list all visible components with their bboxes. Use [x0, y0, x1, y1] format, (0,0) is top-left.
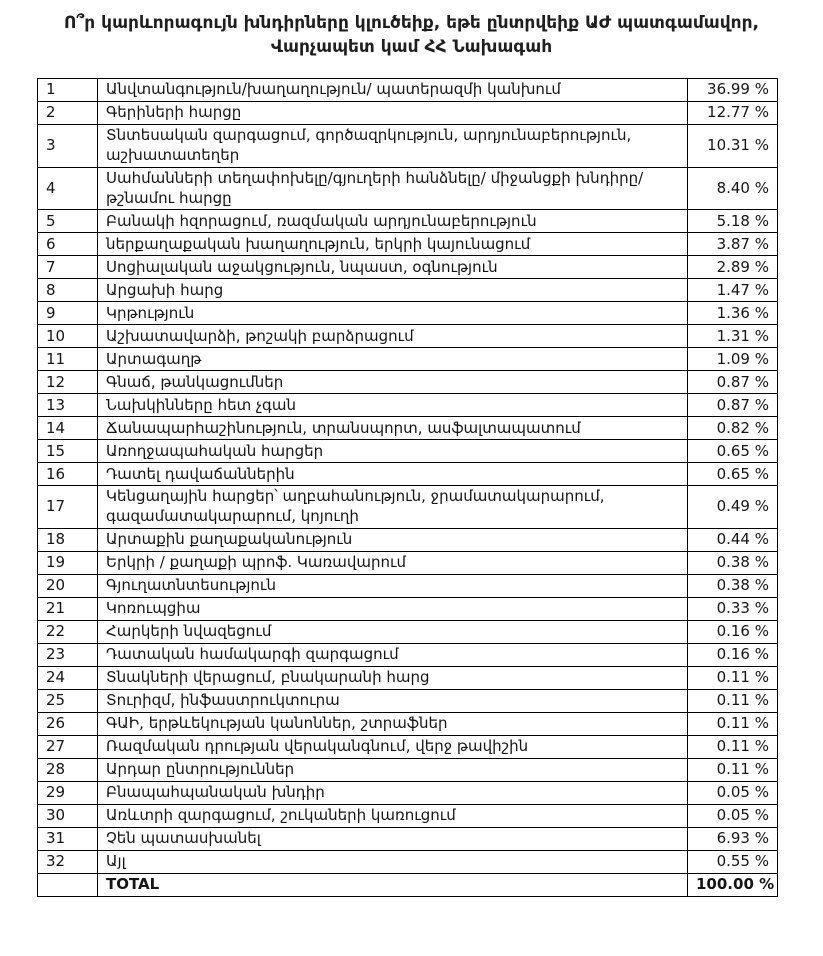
row-number: 11 — [38, 348, 98, 371]
issue-label: Արցախի հարց — [98, 279, 688, 302]
table-row — [38, 736, 778, 759]
table-row — [38, 302, 778, 325]
total-label: TOTAL — [98, 874, 688, 897]
table-row — [38, 125, 778, 168]
table-row — [38, 79, 778, 102]
table-row — [38, 713, 778, 736]
table-row — [38, 102, 778, 125]
issue-percent: 0.05 % — [688, 805, 778, 828]
row-number: 19 — [38, 552, 98, 575]
issue-label: Սահմանների տեղափոխելը/գյուղերի հանձնելը/ միջանցքի խնդիրը/թշնամու հարցը — [98, 167, 688, 210]
table-row — [38, 348, 778, 371]
issue-label: Ճանապարհաշինություն, տրանսպորտ, ասֆալտապատում — [98, 417, 688, 440]
page-title-line-2: Վարչապետ կամ ՀՀ Նախագահ — [270, 37, 553, 58]
issue-percent: 1.09 % — [688, 348, 778, 371]
issue-percent: 36.99 % — [688, 79, 778, 102]
issue-percent: 0.11 % — [688, 759, 778, 782]
row-number: 24 — [38, 667, 98, 690]
table-row — [38, 167, 778, 210]
issue-percent: 10.31 % — [688, 125, 778, 168]
issue-percent: 0.49 % — [688, 486, 778, 529]
issue-label: ԳԱԻ, երթևեկության կանոններ, շտրաֆներ — [98, 713, 688, 736]
table-row — [38, 417, 778, 440]
row-number: 16 — [38, 463, 98, 486]
issue-label: Դատել դավաճաններին — [98, 463, 688, 486]
issue-label: Բնապահպանական խնդիր — [98, 782, 688, 805]
issue-label: Չեն պատասխանել — [98, 828, 688, 851]
table-row — [38, 394, 778, 417]
issue-label: Անվտանգություն/խաղաղություն/ պատերազմի կանխում — [98, 79, 688, 102]
table-row — [38, 552, 778, 575]
issue-percent: 2.89 % — [688, 256, 778, 279]
table-row — [38, 759, 778, 782]
row-number: 28 — [38, 759, 98, 782]
issue-label: Այլ — [98, 851, 688, 874]
table-row — [38, 598, 778, 621]
row-number: 25 — [38, 690, 98, 713]
issue-label: Երկրի / քաղաքի պրոֆ. Կառավարում — [98, 552, 688, 575]
row-number: 21 — [38, 598, 98, 621]
issue-label: Առողջապահական հարցեր — [98, 440, 688, 463]
row-number: 1 — [38, 79, 98, 102]
issue-label: Տուրիզմ, ինֆաստրուկտուրա — [98, 690, 688, 713]
row-number: 30 — [38, 805, 98, 828]
issue-label: Արտաքին քաղաքականություն — [98, 529, 688, 552]
row-number: 27 — [38, 736, 98, 759]
issue-percent: 0.33 % — [688, 598, 778, 621]
issue-percent: 0.65 % — [688, 463, 778, 486]
row-number: 6 — [38, 233, 98, 256]
table-row — [38, 828, 778, 851]
issue-percent: 12.77 % — [688, 102, 778, 125]
issue-label: Գերիների հարցը — [98, 102, 688, 125]
table-row — [38, 782, 778, 805]
row-number: 13 — [38, 394, 98, 417]
total-row — [38, 874, 778, 897]
issue-percent: 5.18 % — [688, 210, 778, 233]
row-number: 23 — [38, 644, 98, 667]
table-row — [38, 851, 778, 874]
row-number: 4 — [38, 167, 98, 210]
row-number: 26 — [38, 713, 98, 736]
issue-percent: 0.16 % — [688, 644, 778, 667]
table-row — [38, 210, 778, 233]
row-number: 15 — [38, 440, 98, 463]
row-number: 17 — [38, 486, 98, 529]
issue-percent: 0.87 % — [688, 394, 778, 417]
issue-percent: 1.31 % — [688, 325, 778, 348]
table-row — [38, 279, 778, 302]
total-empty-cell — [38, 874, 98, 897]
issue-label: Կենցաղային հարցեր՝ աղբահանություն, ջրամատակարարում, գազամատակարարում, կոյուղի — [98, 486, 688, 529]
issue-percent: 0.38 % — [688, 575, 778, 598]
issue-label: Գնաճ, թանկացումներ — [98, 371, 688, 394]
issue-percent: 1.36 % — [688, 302, 778, 325]
row-number: 7 — [38, 256, 98, 279]
document-page — [0, 11, 823, 897]
issue-percent: 0.82 % — [688, 417, 778, 440]
issue-label: ներքաղաքական խաղաղություն, երկրի կայունացում — [98, 233, 688, 256]
issue-label: Դատական համակարգի զարգացում — [98, 644, 688, 667]
total-percent: 100.00 % — [688, 874, 778, 897]
issue-label: Առևտրի զարգացում, շուկաների կառուցում — [98, 805, 688, 828]
row-number: 8 — [38, 279, 98, 302]
issue-label: Գյուղատնտեսություն — [98, 575, 688, 598]
table-row — [38, 440, 778, 463]
issue-percent: 0.38 % — [688, 552, 778, 575]
issue-label: Արդար ընտրություններ — [98, 759, 688, 782]
table-row — [38, 621, 778, 644]
issue-percent: 0.87 % — [688, 371, 778, 394]
table-row — [38, 486, 778, 529]
table-row — [38, 371, 778, 394]
row-number: 29 — [38, 782, 98, 805]
issue-percent: 0.11 % — [688, 736, 778, 759]
issue-percent: 1.47 % — [688, 279, 778, 302]
issue-percent: 0.11 % — [688, 667, 778, 690]
table-row — [38, 805, 778, 828]
row-number: 10 — [38, 325, 98, 348]
row-number: 31 — [38, 828, 98, 851]
issues-table — [37, 78, 778, 897]
table-row — [38, 690, 778, 713]
issue-percent: 0.11 % — [688, 713, 778, 736]
table-row — [38, 529, 778, 552]
issue-label: Արտագաղթ — [98, 348, 688, 371]
row-number: 22 — [38, 621, 98, 644]
issue-label: Բանակի հզորացում, ռազմական արդյունաբերություն — [98, 210, 688, 233]
issue-percent: 0.11 % — [688, 690, 778, 713]
table-row — [38, 233, 778, 256]
issue-label: Տնտեսական զարգացում, գործազրկություն, արդյունաբերություն, աշխատատեղեր — [98, 125, 688, 168]
row-number: 5 — [38, 210, 98, 233]
issue-label: Նախկինները հետ չգան — [98, 394, 688, 417]
page-title-line-1: Ո՞ր կարևորագույն խնդիրները կլուծեիք, եթե ընտրվեիք ԱԺ պատգամավոր, — [64, 13, 759, 33]
table-row — [38, 463, 778, 486]
table-row — [38, 667, 778, 690]
issue-label: Ռազմական դրության վերականգնում, վերջ թավիշին — [98, 736, 688, 759]
row-number: 12 — [38, 371, 98, 394]
issue-percent: 0.55 % — [688, 851, 778, 874]
row-number: 14 — [38, 417, 98, 440]
issue-label: Կոռուպցիա — [98, 598, 688, 621]
issue-label: Կրթություն — [98, 302, 688, 325]
row-number: 32 — [38, 851, 98, 874]
issue-percent: 3.87 % — [688, 233, 778, 256]
issue-percent: 6.93 % — [688, 828, 778, 851]
row-number: 20 — [38, 575, 98, 598]
issue-label: Սոցիալական աջակցություն, նպաստ, օգնություն — [98, 256, 688, 279]
issue-label: Հարկերի նվազեցում — [98, 621, 688, 644]
issue-percent: 0.65 % — [688, 440, 778, 463]
table-row — [38, 644, 778, 667]
issue-percent: 0.05 % — [688, 782, 778, 805]
issue-percent: 8.40 % — [688, 167, 778, 210]
page-title — [0, 11, 823, 59]
issue-percent: 0.16 % — [688, 621, 778, 644]
row-number: 9 — [38, 302, 98, 325]
issue-label: Տնակների վերացում, բնակարանի հարց — [98, 667, 688, 690]
table-row — [38, 575, 778, 598]
issue-percent: 0.44 % — [688, 529, 778, 552]
row-number: 3 — [38, 125, 98, 168]
table-row — [38, 325, 778, 348]
row-number: 18 — [38, 529, 98, 552]
table-row — [38, 256, 778, 279]
issue-label: Աշխատավարձի, թոշակի բարձրացում — [98, 325, 688, 348]
row-number: 2 — [38, 102, 98, 125]
